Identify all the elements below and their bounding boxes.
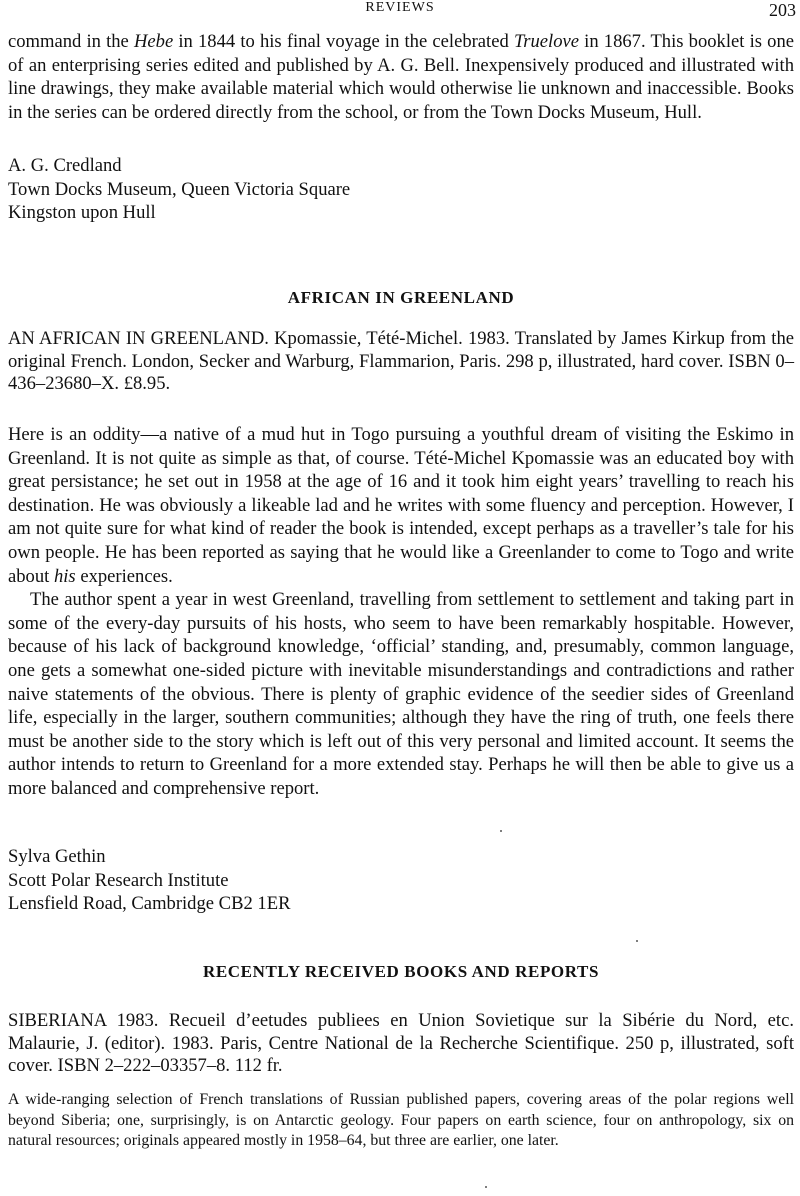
- reviewer-affiliation: Scott Polar Research Institute: [8, 869, 229, 891]
- review-heading-block: [8, 288, 794, 308]
- page-number: 203: [769, 0, 796, 20]
- review-paragraph-1: Here is an oddity—a native of a mud hut in Togo pursuing a youthful dream of visiting the Eskimo in Greenland. It is not quite as simple as that, of course. Tété-Michel Kpomassie was an educated boy with great persistance; he set out in 1958 at the age of 16 and it took him eight years’ travelling to reach his destination. He was obviously a likeable lad and he writes with some fluency and perception. However, I am not quite sure for what kind of reader the book is intended, except perhaps as a traveller’s tale for his own people. He has been reported as saying that he would like a Greenlander to come to Togo and write about his experiences.: [8, 424, 794, 587]
- ship-name-hebe: Hebe: [133, 31, 174, 52]
- reviewer-name: A. G. Credland: [8, 155, 122, 176]
- running-head-title: REVIEWS: [365, 0, 435, 15]
- running-head: [0, 0, 800, 22]
- previous-review-signature: [8, 154, 794, 225]
- received-citation-block: [8, 1010, 794, 1078]
- received-heading-block: [8, 962, 794, 982]
- received-citation: SIBERIANA 1983. Recueil d’eetudes publiees en Union Sovietique sur la Sibérie du Nord, etc. Malaurie, J. (editor). 1983. Paris, Centre National de la Recherche Scientifique. 250 p, illustrated, soft cover. ISBN 2–222–03357–8. 112 fr.: [8, 1010, 794, 1076]
- reviewer-city: Kingston upon Hull: [8, 202, 156, 223]
- review-paragraph-2: The author spent a year in west Greenland, travelling from settlement to settlement and taking part in some of the every-day pursuits of his hosts, who seem to have been remarkably hospitable. However, because of his lack of background knowledge, ‘official’ standing, and, presumably, common language, one gets a somewhat one-sided picture with inevitable misunderstandings and contradictions and rather naive statements of the obvious. There is plenty of graphic evidence of the seedier sides of Greenland life, especially in the larger, southern communities; although they have the ring of truth, one feels there must be another side to the story which is left out of this very personal and limited account. It seems the author intends to return to Greenland for a more extended stay. Perhaps he will then be able to give us a more balanced and comprehensive report.: [8, 589, 794, 799]
- received-heading: RECENTLY RECEIVED BOOKS AND REPORTS: [202, 962, 600, 981]
- review-body: [8, 423, 794, 801]
- previous-review-paragraph: command in the Hebe in 1844 to his final voyage in the celebrated Truelove in 1867. This booklet is one of an enterprising series edited and published by A. G. Bell. Inexpensively produced and illustrated with line drawings, they make available material which would otherwise lie unknown and inaccessible. Books in the series can be ordered directly from the school, or from the Town Docks Museum, Hull.: [8, 31, 795, 123]
- reviewer-name: Sylva Gethin: [8, 846, 106, 867]
- scan-speck: [636, 940, 638, 942]
- review-citation-block: [8, 328, 794, 396]
- reviewer-address: Lensfield Road, Cambridge CB2 1ER: [8, 893, 291, 914]
- review-heading: AFRICAN IN GREENLAND: [287, 288, 515, 307]
- emphasis-his: his: [53, 565, 76, 587]
- reviewer-affiliation: Town Docks Museum, Queen Victoria Square: [8, 178, 351, 200]
- ship-name-truelove: Truelove: [513, 31, 580, 52]
- previous-review-body: [8, 30, 794, 124]
- received-summary-block: [8, 1090, 794, 1152]
- scan-speck: [485, 1186, 487, 1188]
- review-citation: AN AFRICAN IN GREENLAND. Kpomassie, Tété-Michel. 1983. Translated by James Kirkup from the original French. London, Secker and Warburg, Flammarion, Paris. 298 p, illustrated, hard cover. ISBN 0–436–23680–X. £8.95.: [8, 328, 794, 394]
- received-summary: A wide-ranging selection of French translations of Russian published papers, covering areas of the polar regions well beyond Siberia; one, surprisingly, is on Antarctic geology. Four papers on earth science, four on anthropology, six on natural resources; originals appeared mostly in 1958–64, but three are earlier, one later.: [8, 1091, 794, 1149]
- review-signature: [8, 845, 794, 916]
- scan-speck: [500, 830, 502, 832]
